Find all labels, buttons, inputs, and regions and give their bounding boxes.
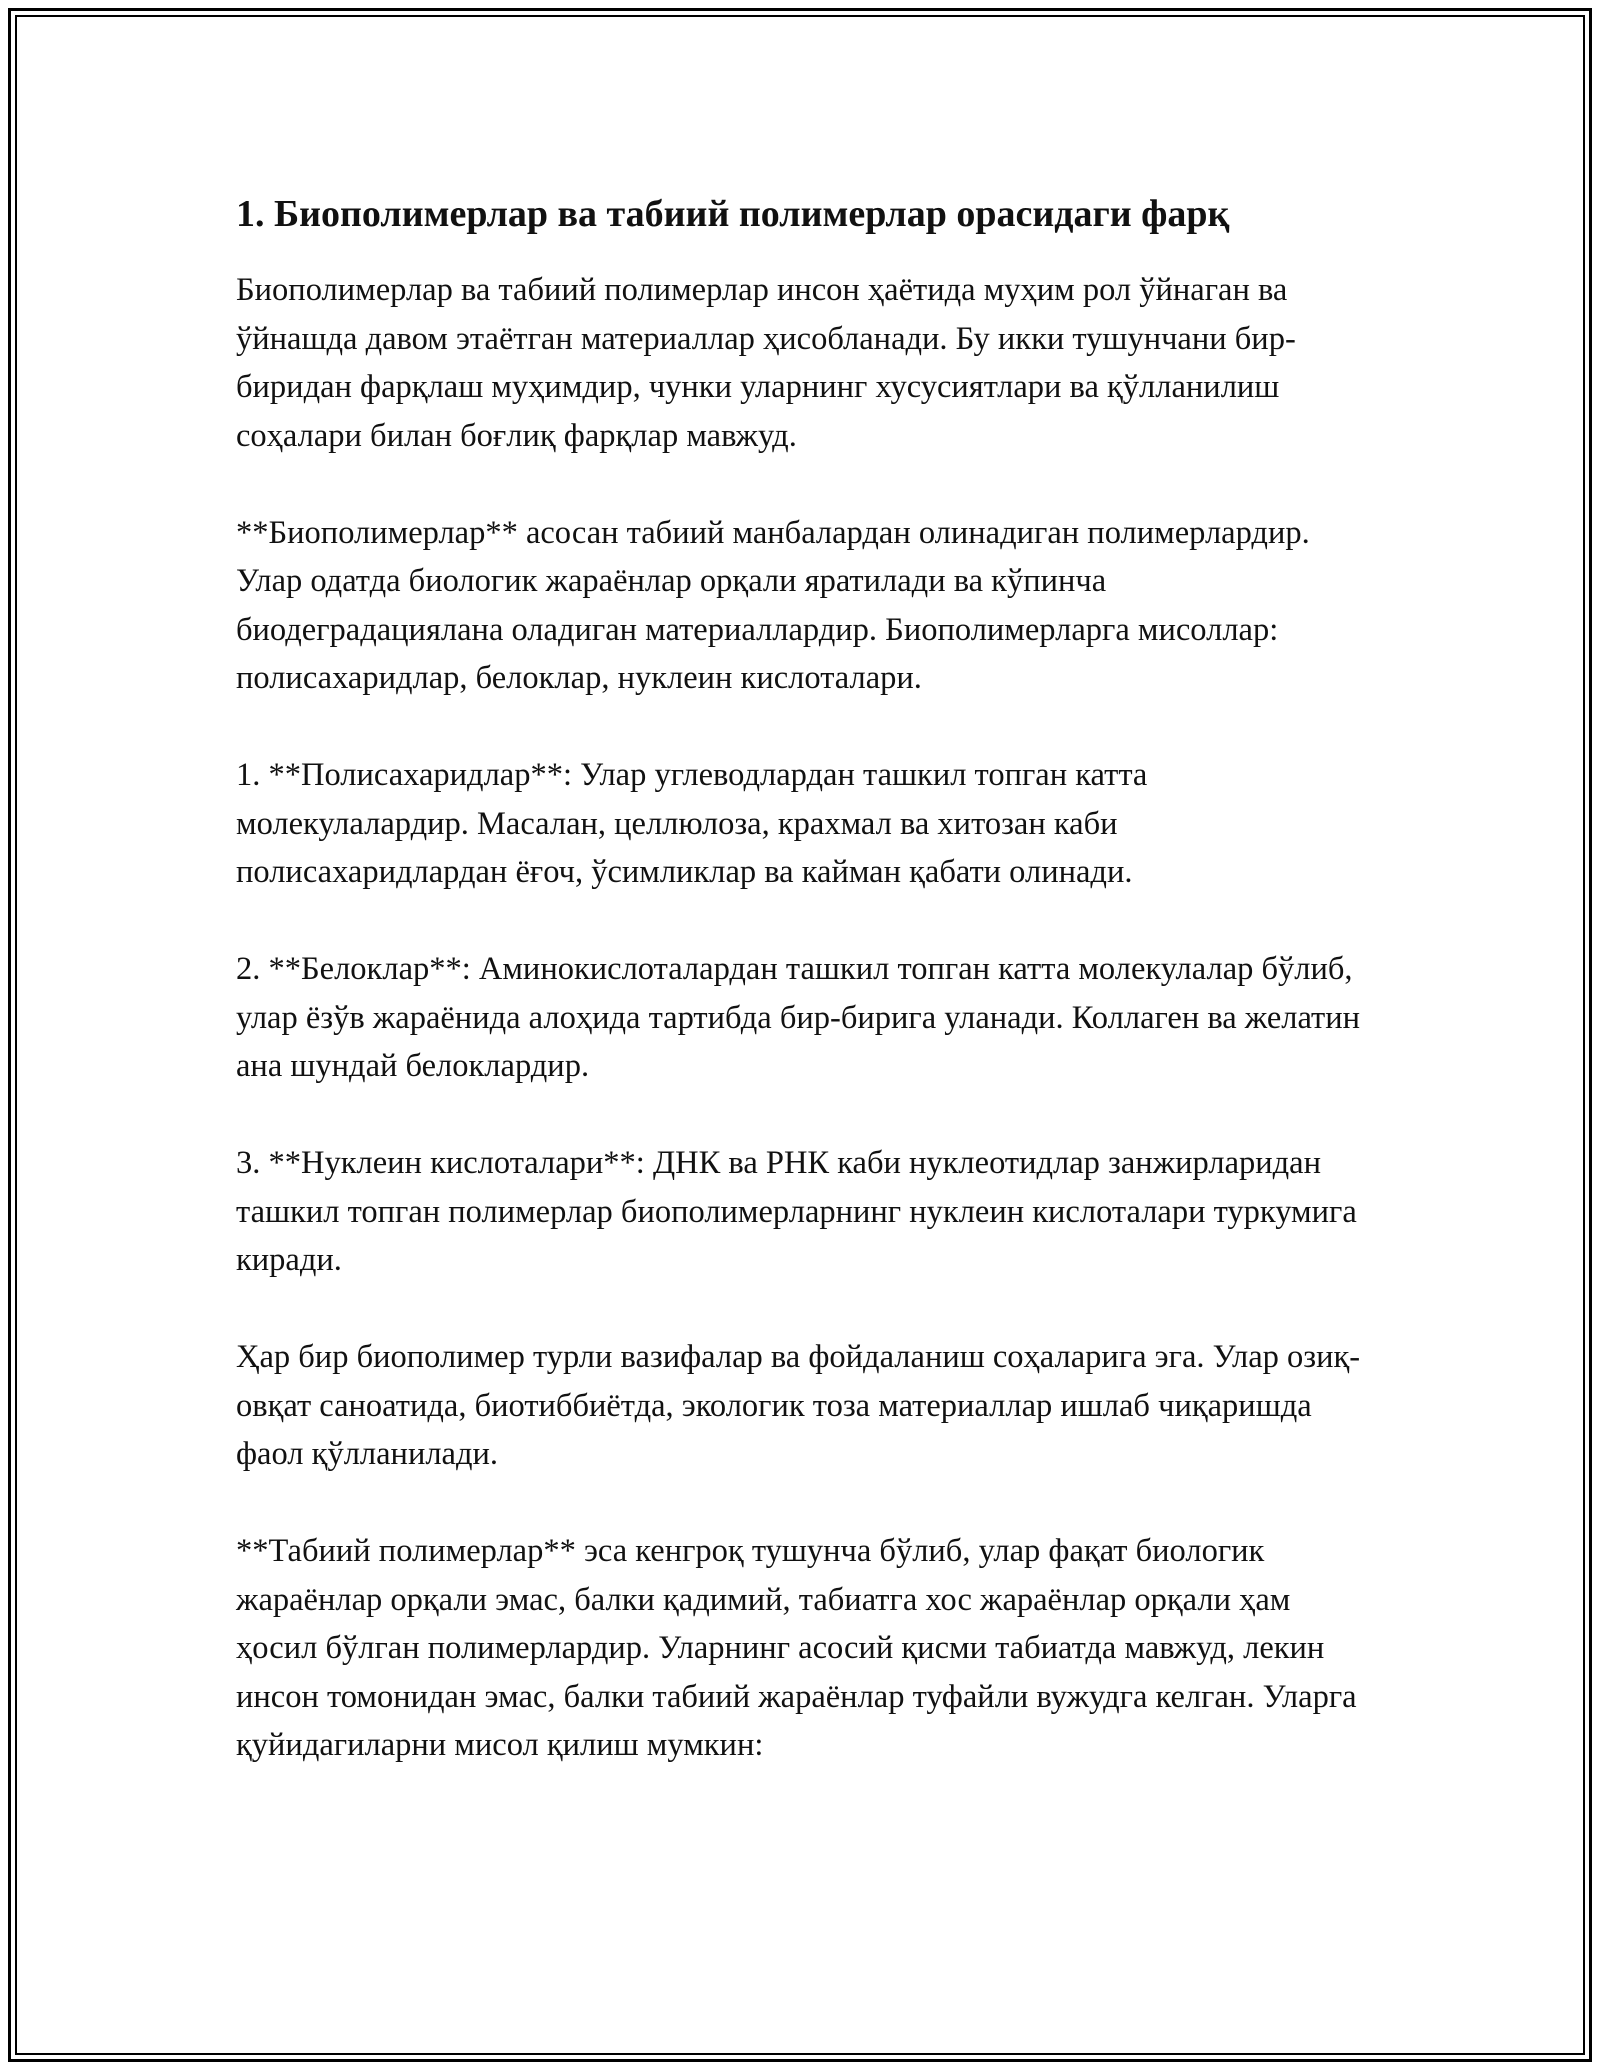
document-title: 1. Биополимерлар ва табиий полимерлар орасидаги фарқ: [236, 193, 1230, 235]
paragraph-polysaccharides: 1. **Полисахаридлар**: Улар углеводлардан ташкил топган катта молекулалардир. Масалан, целлюлоза, крахмал ва хитозан каби полисахаридлардан ёғоч, ўсимликлар ва кайман қабати олинади.: [236, 757, 1148, 890]
document-body: [236, 188, 1366, 1818]
paragraph-nucleic-acids: 3. **Нуклеин кислоталари**: ДНК ва РНК каби нуклеотидлар занжирларидан ташкил топган полимерлар биополимерларнинг нуклеин кислоталари туркумига киради.: [236, 1145, 1357, 1278]
paragraph-applications: Ҳар бир биополимер турли вазифалар ва фойдаланиш соҳаларига эга. Улар озиқ-овқат саноатида, биотиббиётда, экологик тоза материаллар ишлаб чиқаришда фаол қўлланилади.: [236, 1339, 1361, 1472]
paragraph-biopolymers: **Биополимерлар** асосан табиий манбалардан олинадиган полимерлардир. Улар одатда биологик жараёнлар орқали яратилади ва кўпинча биодеградациялана оладиган материаллардир. Биополимерларга мисоллар: полисахаридлар, белоклар, нуклеин кислоталари.: [236, 514, 1310, 696]
paragraph-proteins: 2. **Белоклар**: Аминокислоталардан ташкил топган катта молекулалар бўлиб, улар ёзўв жараёнида алоҳида тартибда бир-бирига уланади. Коллаген ва желатин ана шундай белоклардир.: [236, 951, 1361, 1084]
paragraph-natural-polymers: **Табиий полимерлар** эса кенгроқ тушунча бўлиб, улар фақат биологик жараёнлар орқали эмас, балки қадимий, табиатга хос жараёнлар орқали ҳам ҳосил бўлган полимерлардир. Уларнинг асосий қисми табиатда мавжуд, лекин инсон томонидан эмас, балки табиий жараёнлар туфайли вужудга келган. Уларга қуйидагиларни мисол қилиш мумкин:: [236, 1533, 1357, 1763]
paragraph-intro: Биополимерлар ва табиий полимерлар инсон ҳаётида муҳим рол ўйнаган ва ўйнашда давом этаётган материаллар ҳисобланади. Бу икки тушунчани бир-биридан фарқлаш муҳимдир, чунки уларнинг хусусиятлари ва қўлланилиш соҳалари билан боғлиқ фарқлар мавжуд.: [236, 272, 1296, 454]
